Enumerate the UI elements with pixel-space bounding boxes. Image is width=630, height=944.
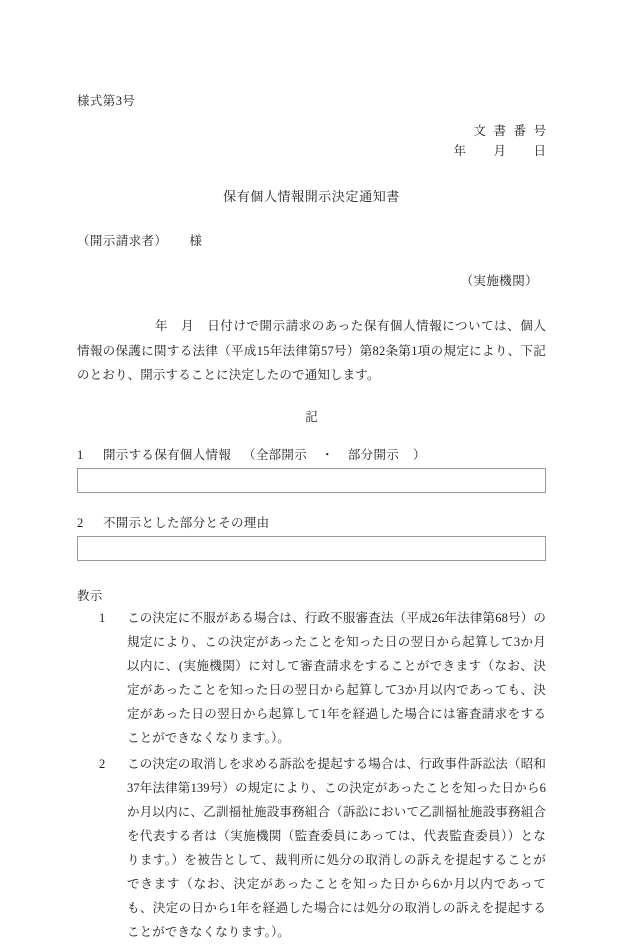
addressee-label: （開示請求者） (77, 234, 168, 249)
document-meta (77, 121, 554, 162)
instructions-item-text-2: この決定の取消しを求める訴訟を提起する場合は、行政事件訴訟法（昭和37年法律第139号）の規定により、この決定があったことを知った日から6か月以内に、乙訓福祉施設事務組合（訴訟において乙訓福祉施設事務組合を代表する者は（実施機関（監査委員にあっては、代表監査委員））となります。）を被告として、裁判所に処分の取消しの訴えを提起することができます（なお、決定があったことを知った日から6か月以内であっても、決定の日から1年を経過した場合には処分の取消しの訴えを提起することができなくなります。）。 (127, 757, 546, 940)
instructions-heading: 教示 (77, 589, 103, 604)
field-number-1: 1 (77, 448, 84, 463)
instructions-section (77, 586, 546, 944)
option-separator: ・ (321, 448, 334, 463)
field-input-disclosed-information[interactable] (77, 468, 546, 493)
addressee-line (77, 231, 546, 249)
instructions-item-number-2: 2 (99, 757, 106, 772)
instructions-item-1 (77, 606, 546, 750)
field-input-nondisclosed-reason[interactable] (77, 536, 546, 561)
instructions-item-number-1: 1 (99, 611, 106, 626)
option-partial-disclosure[interactable]: 部分開示 (347, 448, 400, 463)
paren-close-1: ） (413, 448, 426, 463)
issuer-label: （実施機関） (460, 274, 538, 289)
field-title-2: 不開示とした部分とその理由 (103, 516, 270, 531)
field-nondisclosed-reason (77, 513, 546, 561)
field-disclosed-information (77, 445, 546, 493)
field-title-1: 開示する保有個人情報 (103, 448, 232, 463)
instructions-item-2 (77, 752, 546, 944)
paren-open-1: （ (243, 448, 256, 463)
page-title: 保有個人情報開示決定通知書 (223, 189, 400, 205)
ki-marker: 記 (305, 410, 318, 425)
option-full-disclosure[interactable]: 全部開示 (255, 448, 308, 463)
field-number-2: 2 (77, 516, 84, 531)
addressee-honorific: 様 (189, 234, 203, 249)
document-number-label: 文書番号 (473, 123, 554, 138)
document-date-label: 年 月 日 (453, 144, 554, 158)
field-label-1 (77, 445, 546, 463)
field-label-2 (77, 513, 546, 531)
form-number: 様式第3号 (77, 94, 136, 108)
body-paragraph: 年 月 日付けで開示請求のあった保有個人情報については、個人情報の保護に関する法律（平成15年法律第57号）第82条第1項の規定により、下記のとおり、開示することに決定したので通知します。 (77, 319, 546, 382)
instructions-item-text-1: この決定に不服がある場合は、行政不服審査法（平成26年法律第68号）の規定により、この決定があったことを知った日の翌日から起算して3か月以内に、(実施機関）に対して審査請求をすることができます（なお、決定があったことを知った日の翌日から起算して3か月以内であっても、決定があった日の翌日から起算して1年を経過した場合には審査請求をすることができなくなります。）。 (127, 611, 546, 746)
